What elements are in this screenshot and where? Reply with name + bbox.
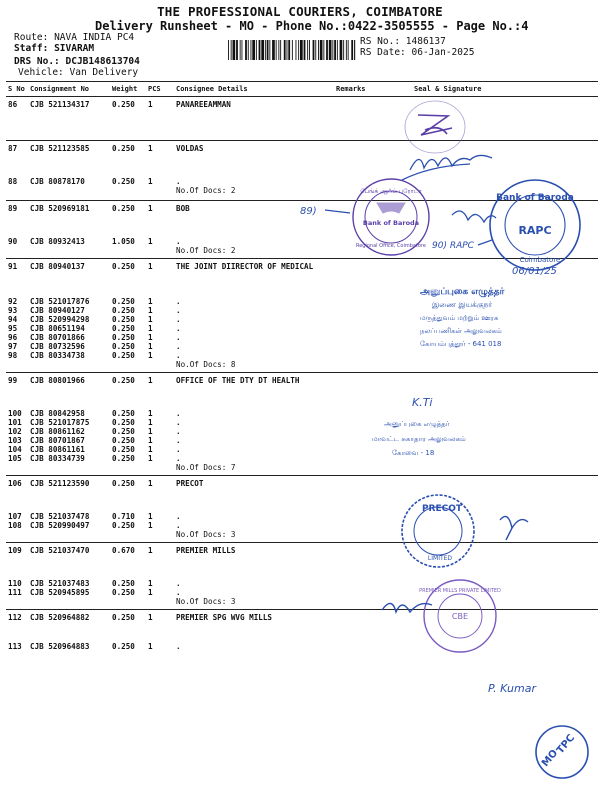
- row-sno: 103: [8, 435, 22, 445]
- staff-value: SIVARAM: [54, 43, 95, 54]
- row-consignment-no: CJB 520994298: [30, 314, 90, 324]
- row-consignment-no: CJB 80842958: [30, 408, 85, 418]
- row-sno: 94: [8, 314, 18, 324]
- row-pcs: 1: [148, 262, 153, 271]
- row-sno: 111: [6, 588, 28, 610]
- consignee-name: PREMIER MILLS: [176, 546, 236, 555]
- svg-text:மாவட்ட சுகாதார அலுவலகம்: மாவட்ட சுகாதார அலுவலகம்: [372, 435, 466, 443]
- col-pcs: PCS: [146, 82, 174, 97]
- row-sno: 100: [8, 408, 22, 418]
- row-pcs: 1: [146, 588, 174, 610]
- row-consignment-no: CJB 80940127: [30, 305, 85, 315]
- row-sno: 102: [8, 426, 22, 436]
- bank-large-date: 06/01/25: [512, 266, 557, 277]
- row-pcs: 1: [148, 305, 153, 315]
- row-sno: 107: [8, 511, 22, 521]
- col-consignment: Consignment No: [28, 82, 110, 97]
- row-consignment-no: CJB 521037470: [30, 546, 90, 555]
- col-seal: Seal & Signature: [386, 82, 598, 97]
- row-sno: 91: [8, 262, 18, 271]
- rs-no-line: RS No.: 1486137: [360, 36, 446, 47]
- consignee-name: .: [176, 435, 181, 445]
- consignee-name: .: [176, 341, 181, 351]
- row-pcs: 1: [146, 351, 174, 373]
- row-pcs: 1: [146, 97, 174, 141]
- row-pcs: 1: [146, 521, 174, 543]
- svg-text:அனுப்புகை எழுத்தர்: அனுப்புகை எழுத்தர்: [420, 287, 505, 297]
- route-line: Route: NAVA INDIA PC4: [14, 32, 135, 43]
- row-weight: 0.250: [112, 479, 135, 488]
- bank-large-sub: Coimbatore: [519, 256, 561, 264]
- row-weight: 0.250: [112, 341, 135, 351]
- row-sno: 90: [6, 237, 28, 259]
- company-name: THE PROFESSIONAL COURIERS, COIMBATORE: [157, 4, 443, 19]
- row-weight: 0.250: [112, 262, 135, 271]
- consignee-name: .: [176, 641, 181, 651]
- col-consignee: Consignee Details: [174, 82, 334, 97]
- row-weight: 0.250: [112, 408, 135, 418]
- consignee-name: PANAREEAMMAN: [176, 100, 231, 109]
- row-consignment-no: CJB 521134317: [28, 97, 110, 141]
- row-sno: 106: [8, 479, 22, 488]
- row-pcs: 1: [146, 237, 174, 259]
- signature-89: [452, 211, 496, 222]
- row-weight: 0.250: [112, 204, 135, 213]
- row-weight: 0.250: [110, 177, 146, 201]
- vehicle-line: Vehicle: Van Delivery: [18, 67, 139, 78]
- row-sno: 88: [6, 177, 28, 201]
- row-pcs: 1: [148, 323, 153, 333]
- consignee-name: PRECOT: [176, 479, 204, 488]
- tpc-stamp-name: TPC: [554, 732, 578, 757]
- row-weight: 0.250: [112, 314, 135, 324]
- row-consignment-no: CJB 80701866: [30, 332, 85, 342]
- consignee-name: .: [176, 176, 181, 186]
- svg-text:அனுப்புகை எழுத்தர்: அனுப்புகை எழுத்தர்: [384, 420, 450, 428]
- row-pcs: 1: [148, 435, 153, 445]
- row-sno: 96: [8, 332, 18, 342]
- row-weight: 0.710: [112, 511, 135, 521]
- consignee-name: .: [176, 520, 181, 530]
- row-weight: 0.250: [112, 641, 135, 651]
- row-sno: 95: [8, 323, 18, 333]
- row-sno: 108: [6, 521, 28, 543]
- row-sno: 93: [8, 305, 18, 315]
- svg-text:மருத்துவம் மற்றும் ஊரக: மருத்துவம் மற்றும் ஊரக: [420, 314, 499, 322]
- row-weight: 0.670: [112, 546, 135, 555]
- row-consignment-no: CJB 520990497: [28, 521, 110, 543]
- row-weight: 0.250: [110, 521, 146, 543]
- docs-count: No.Of Docs: 2: [176, 245, 236, 255]
- consignee-name: OFFICE OF THE DTY DT HEALTH: [176, 376, 300, 385]
- runsheet-subtitle: Delivery Runsheet - MO - Phone No.:0422-3505555 - Page No.:4: [95, 19, 529, 33]
- col-sno: S No: [6, 82, 28, 97]
- row-pcs: 1: [148, 546, 153, 555]
- row-consignment-no: CJB 521123585: [30, 144, 90, 153]
- row-pcs: 1: [148, 444, 153, 454]
- row-consignment-no: CJB 80701867: [30, 435, 85, 445]
- route-value: NAVA INDIA PC4: [54, 32, 135, 43]
- row-consignment-no: CJB 80651194: [30, 323, 85, 333]
- row-pcs: 1: [148, 376, 153, 385]
- row-pcs: 1: [148, 578, 153, 588]
- bank-small-tamil: பேங்க் ஆஃப் பரோடா: [360, 188, 422, 195]
- row-weight: 0.250: [110, 97, 146, 141]
- consignee-name: .: [176, 578, 181, 588]
- consignee-name: .: [176, 444, 181, 454]
- annotation-90: 90) RAPC: [432, 241, 474, 251]
- row-consignment-no: CJB 520969181: [30, 204, 90, 213]
- row-sno: 110: [8, 578, 22, 588]
- row-consignment-no: CJB 80932413: [28, 237, 110, 259]
- row-weight: 0.250: [112, 426, 135, 436]
- medical-seal: [420, 287, 505, 348]
- row-sno: 87: [8, 144, 18, 153]
- drs-line: DRS No.: DCJB148613704: [14, 56, 140, 67]
- row-pcs: 1: [148, 204, 153, 213]
- row-pcs: 1: [148, 332, 153, 342]
- row-consignment-no: CJB 520964883: [30, 641, 90, 651]
- precot-stamp-sub: LIMITED: [427, 555, 453, 562]
- col-weight: Weight: [110, 82, 146, 97]
- bank-large-center: RAPC: [518, 224, 552, 237]
- consignee-name: .: [176, 236, 181, 246]
- health-seal: [372, 420, 466, 457]
- docs-count: No.Of Docs: 3: [176, 529, 236, 539]
- consignee-name: .: [176, 426, 181, 436]
- tpc-stamp-sub: MO: [539, 747, 561, 769]
- row-consignment-no: CJB 80878170: [28, 177, 110, 201]
- consignee-name: .: [176, 587, 181, 597]
- consignee-name: .: [176, 296, 181, 306]
- svg-text:இணை இயக்குநர்: இணை இயக்குநர்: [432, 300, 493, 309]
- bank-large-title: Bank of Baroda: [496, 193, 574, 203]
- vehicle-value: Van Delivery: [69, 67, 139, 78]
- row-sno: 89: [8, 204, 18, 213]
- row-sno: 104: [8, 444, 22, 454]
- consignee-name: .: [176, 511, 181, 521]
- row-consignment-no: CJB 520945895: [28, 588, 110, 610]
- docs-count: No.Of Docs: 7: [176, 462, 236, 472]
- row-consignment-no: CJB 520964882: [30, 613, 90, 622]
- consignee-name: .: [176, 417, 181, 427]
- consignee-name: PREMIER SPG WVG MILLS: [176, 613, 273, 622]
- row-consignment-no: CJB 521017875: [30, 417, 90, 427]
- consignee-name: .: [176, 350, 181, 360]
- row-pcs: 1: [148, 641, 153, 651]
- row-weight: 0.250: [112, 417, 135, 427]
- row-consignment-no: CJB 521037478: [30, 511, 90, 521]
- docs-count: No.Of Docs: 8: [176, 359, 236, 369]
- row-consignment-no: CJB 521017876: [30, 296, 90, 306]
- col-remarks: Remarks: [334, 82, 386, 97]
- row-weight: 0.250: [112, 613, 135, 622]
- row-weight: 0.250: [110, 454, 146, 476]
- svg-text:கோயம்புத்தூர் - 641 018: கோயம்புத்தூர் - 641 018: [420, 340, 502, 348]
- consignee-name: THE JOINT DIIRECTOR OF MEDICAL: [176, 262, 314, 271]
- row-consignment-no: CJB 521123590: [30, 479, 90, 488]
- row-weight: 0.250: [110, 351, 146, 373]
- rs-date-value: 06-Jan-2025: [411, 47, 475, 58]
- row-sno: 86: [6, 97, 28, 141]
- row-consignment-no: CJB 80940137: [30, 262, 85, 271]
- row-weight: 0.250: [112, 323, 135, 333]
- consignee-name: BOB: [176, 204, 190, 213]
- annotation-89: 89): [300, 206, 317, 217]
- consignee-name: VOLDAS: [176, 144, 204, 153]
- row-pcs: 1: [148, 417, 153, 427]
- row-sno: 98: [6, 351, 28, 373]
- row-consignment-no: CJB 521037483: [30, 578, 90, 588]
- row-pcs: 1: [148, 296, 153, 306]
- row-weight: 0.250: [112, 144, 135, 153]
- row-consignment-no: CJB 80861161: [30, 444, 85, 454]
- row-consignment-no: CJB 80334738: [28, 351, 110, 373]
- row-sno: 92: [8, 296, 18, 306]
- row-weight: 0.250: [112, 296, 135, 306]
- row-sno: 113: [8, 641, 22, 651]
- svg-text:கோவை - 18: கோவை - 18: [392, 449, 435, 457]
- drs-value: DCJB148613704: [65, 56, 140, 67]
- consignee-name: .: [176, 453, 181, 463]
- row-sno: 105: [6, 454, 28, 476]
- row-pcs: 1: [148, 613, 153, 622]
- row-pcs: 1: [146, 454, 174, 476]
- row-consignment-no: CJB 80801966: [30, 376, 85, 385]
- row-pcs: 1: [146, 177, 174, 201]
- row-consignment-no: CJB 80732596: [30, 341, 85, 351]
- signature-86: [405, 101, 465, 153]
- row-sno: 112: [8, 613, 22, 622]
- consignee-name: .: [176, 332, 181, 342]
- consignee-name: .: [176, 314, 181, 324]
- consignee-name: .: [176, 408, 181, 418]
- row-consignment-no: CJB 80861162: [30, 426, 85, 436]
- row-sno: 101: [8, 417, 22, 427]
- docs-count: No.Of Docs: 2: [176, 185, 236, 195]
- row-weight: 0.250: [112, 332, 135, 342]
- row-weight: 0.250: [112, 444, 135, 454]
- initials-health: K.Ti: [412, 396, 433, 409]
- row-sno: 109: [8, 546, 22, 555]
- row-weight: 0.250: [112, 305, 135, 315]
- row-weight: 1.050: [110, 237, 146, 259]
- signature-87: [402, 155, 492, 180]
- row-weight: 0.250: [110, 588, 146, 610]
- row-weight: 0.250: [112, 435, 135, 445]
- rs-date-line: RS Date: 06-Jan-2025: [360, 47, 475, 58]
- row-weight: 0.250: [112, 578, 135, 588]
- row-weight: 0.250: [112, 376, 135, 385]
- row-sno: 99: [8, 376, 18, 385]
- bank-small-sub: Regional Office, Coimbatore: [355, 243, 427, 249]
- row-pcs: 1: [148, 511, 153, 521]
- row-pcs: 1: [148, 314, 153, 324]
- consignee-name: .: [176, 323, 181, 333]
- row-pcs: 1: [148, 144, 153, 153]
- premier-stamp-name: PREMIER MILLS PRIVATE LIMITED: [419, 588, 501, 594]
- precot-stamp-name: PRECOT: [421, 504, 463, 514]
- signature-113: P. Kumar: [488, 682, 536, 695]
- row-sno: 97: [8, 341, 18, 351]
- signature-106: [500, 516, 528, 540]
- bank-small-title: Bank of Baroda: [362, 219, 420, 227]
- svg-text:நலப்பணிகள் அலுவலகம்: நலப்பணிகள் அலுவலகம்: [420, 327, 502, 335]
- row-pcs: 1: [148, 408, 153, 418]
- row-pcs: 1: [148, 426, 153, 436]
- premier-stamp-city: CBE: [451, 612, 469, 621]
- docs-count: No.Of Docs: 3: [176, 596, 236, 606]
- consignee-name: .: [176, 305, 181, 315]
- row-consignment-no: CJB 80334739: [28, 454, 110, 476]
- row-pcs: 1: [148, 341, 153, 351]
- rs-no-value: 1486137: [405, 36, 446, 47]
- staff-line: Staff: SIVARAM: [14, 43, 95, 54]
- row-pcs: 1: [148, 479, 153, 488]
